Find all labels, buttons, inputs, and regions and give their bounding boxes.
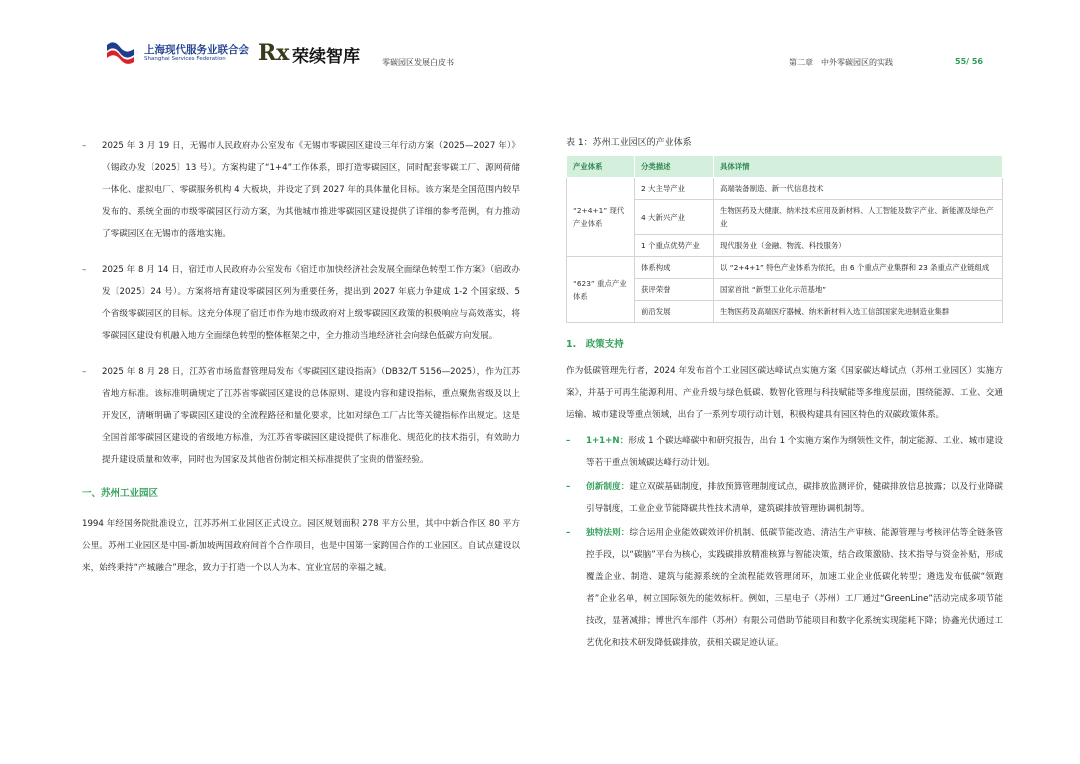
section-heading: 一、苏州工业园区: [82, 488, 159, 499]
category-cell: 1 个重点优势产业: [635, 235, 714, 257]
policy-bullet: [82, 135, 520, 245]
org-name-cn: 上海现代服务业联合会: [144, 44, 249, 56]
bullet-text: 2025 年 8 月 14 日，宿迁市人民政府办公室发布《宿迁市加快经济社会发展全面绿色转型工作方案》（宿政办发〔2025〕24 号）。方案将培育建设零碳园区列为重要任务，提出到 2027 年底力争建成 1-2 个国家级、5 个省级零碳园区的目标。这充分体现了宿迁市作为地市级政府对上级零碳园区政策的积极响应与高效落实，将零碳园区建设有机融入地方全面绿色转型的整体框架之中，全力推动当地经济社会向绿色低碳方向发展。: [102, 265, 520, 341]
point-label: 1+1+N：: [586, 436, 629, 446]
section-paragraph: 1994 年经国务院批准设立，江苏苏州工业园区正式设立。园区规划面积 278 平方公里，其中中新合作区 80 平方公里。苏州工业园区是中国-新加坡两国政府间首个合作项目，也是中国第一家跨国合作的工业园区。自试点建设以来，始终秉持“产城融合”理念，致力于打造一个以人为本、宜业宜居的幸福之城。: [82, 519, 520, 573]
chapter-title: 第二章 中外零碳园区的实践: [789, 58, 893, 67]
rongxu-logo-mark: Rx: [258, 40, 290, 66]
policy-point: [566, 430, 1003, 474]
bullet-text: 2025 年 3 月 19 日，无锡市人民政府办公室发布《无锡市零碳园区建设三年行动方案（2025—2027 年）》（锡政办发〔2025〕13 号）。方案构建了“1+4”工作体系，即打造零碳园区，同时配套零碳工厂、源网荷储一体化、虚拟电厂、零碳服务机构 4 大板块，并设定了到 2027 年的具体量化目标。该方案是全国范围内较早发布的、系统全面的市级零碳园区行动方案，为其他城市推进零碳园区建设提供了详细的参考范例，有力推动了零碳园区在无锡市的落地实施。: [102, 141, 520, 239]
bullet-dash: –: [82, 265, 87, 275]
bullet-dash: –: [82, 141, 87, 151]
table-header-row: [567, 156, 1003, 178]
ssf-logo: [104, 40, 249, 68]
policy-point: [566, 476, 1003, 520]
category-cell: 体系构成: [635, 257, 714, 279]
bullet-dash: –: [566, 436, 571, 446]
category-cell: 4 大新兴产业: [635, 200, 714, 235]
category-cell: 获评荣誉: [635, 279, 714, 301]
column-header: 产业体系: [567, 156, 635, 178]
detail-cell: 国家首批 “新型工业化示范基地”: [714, 279, 1003, 301]
document-title: 零碳园区发展白皮书: [382, 58, 454, 67]
policy-point: [566, 522, 1003, 654]
brand-name: 荣续智库: [292, 47, 360, 67]
page-header: [0, 0, 1080, 80]
table-caption: 表 1：苏州工业园区的产业体系: [566, 138, 692, 148]
intro-paragraph: 作为低碳管理先行者，2024 年发布首个工业园区碳达峰试点实施方案《国家碳达峰试点（苏州工业园区）实施方案》，并基于可再生能源利用、产业升级与绿色低碳、数智化管理与科技赋能等多维度层面，围绕能源、工业、交通运输、城市建设等重点领域，出台了一系列专项行动计划，积极构建具有园区特色的双碳政策体系。: [566, 366, 1003, 420]
rongxu-logo: [258, 40, 378, 68]
bullet-dash: –: [566, 528, 571, 538]
detail-cell: 生物医药及大健康、纳米技术应用及新材料、人工智能及数字产业、新能源及绿色产业: [714, 200, 1003, 235]
sub-heading: 1. 政策支持: [566, 339, 624, 350]
point-label: 独特法则：: [586, 528, 630, 538]
category-cell: 2 大主导产业: [635, 178, 714, 200]
detail-cell: 高端装备制造、新一代信息技术: [714, 178, 1003, 200]
point-text: 综合运用企业能效碳效评价机制、低碳节能改造、清洁生产审核、能源管理与考核评估等全链条管控手段，以“碳脑”平台为核心，实践碳排放精准核算与智能决策，结合政策激励、技术指导与资金补贴，形成覆盖企业、制造、建筑与能源系统的全流程能效管理闭环，加速工业企业低碳化转型；遴选发布低碳“领跑者”企业名单，树立国际领先的能效标杆。例如，三星电子（苏州）工厂通过“GreenLine”活动完成多项节能技改，显著减排；博世汽车部件（苏州）有限公司借助节能项目和数字化系统实现能耗下降；协鑫光伏通过工艺优化和技术研发降低碳排放，获相关碳足迹认证。: [586, 528, 1003, 648]
table-row: [567, 178, 1003, 200]
bullet-dash: –: [566, 482, 571, 492]
category-cell: 前沿发展: [635, 301, 714, 323]
point-text: 建立双碳基础制度，排放预算管理制度试点，碳排放监测评价，健碳排放信息披露；以及行业降碳引导制度，工业企业节能降碳共性技术清单，建筑碳排放管理协调机制等。: [586, 482, 1003, 514]
table-row: [567, 257, 1003, 279]
ssf-logo-mark-icon: [104, 40, 138, 66]
group-cell: “2+4+1” 现代产业体系: [567, 178, 635, 257]
industry-system-table: [566, 155, 1003, 323]
policy-bullet: [82, 361, 520, 471]
page-number: 55/ 56: [955, 57, 983, 66]
bullet-dash: –: [82, 367, 87, 377]
column-header: 分类描述: [635, 156, 714, 178]
policy-bullet: [82, 259, 520, 347]
column-header: 具体详情: [714, 156, 1003, 178]
left-column: [82, 135, 520, 579]
point-label: 创新制度：: [586, 482, 630, 492]
detail-cell: 现代服务业（金融、物流、科技服务）: [714, 235, 1003, 257]
right-column: [566, 135, 1003, 654]
org-name-en: Shanghai Services Federation: [144, 56, 226, 62]
bullet-text: 2025 年 8 月 28 日，江苏省市场监督管理局发布《零碳园区建设指南》（DB32/T 5156—2025），作为江苏省地方标准。该标准明确规定了江苏省零碳园区建设的总体原则、建设内容和建设指标，重点聚焦省级及以上开发区，清晰明确了零碳园区建设的全流程路径和量化要求，比如对绿色工厂占比等关键指标作出规定。这是全国首部零碳园区建设的省级地方标准，为江苏省零碳园区建设提供了标准化、规范化的技术指引，有效助力提升建设质量和效率，同时也为国家及其他省份制定相关标准提供了宝贵的借鉴经验。: [102, 367, 520, 465]
point-text: 形成 1 个碳达峰碳中和研究报告，出台 1 个实施方案作为纲领性文件，制定能源、工业、城市建设等若干重点领域碳达峰行动计划。: [586, 436, 1003, 468]
detail-cell: 生物医药及高端医疗器械、纳米新材料入选工信部国家先进制造业集群: [714, 301, 1003, 323]
group-cell: “623” 重点产业体系: [567, 257, 635, 323]
detail-cell: 以 “2+4+1” 特色产业体系为依托，由 6 个重点产业集群和 23 条重点产业链组成: [714, 257, 1003, 279]
